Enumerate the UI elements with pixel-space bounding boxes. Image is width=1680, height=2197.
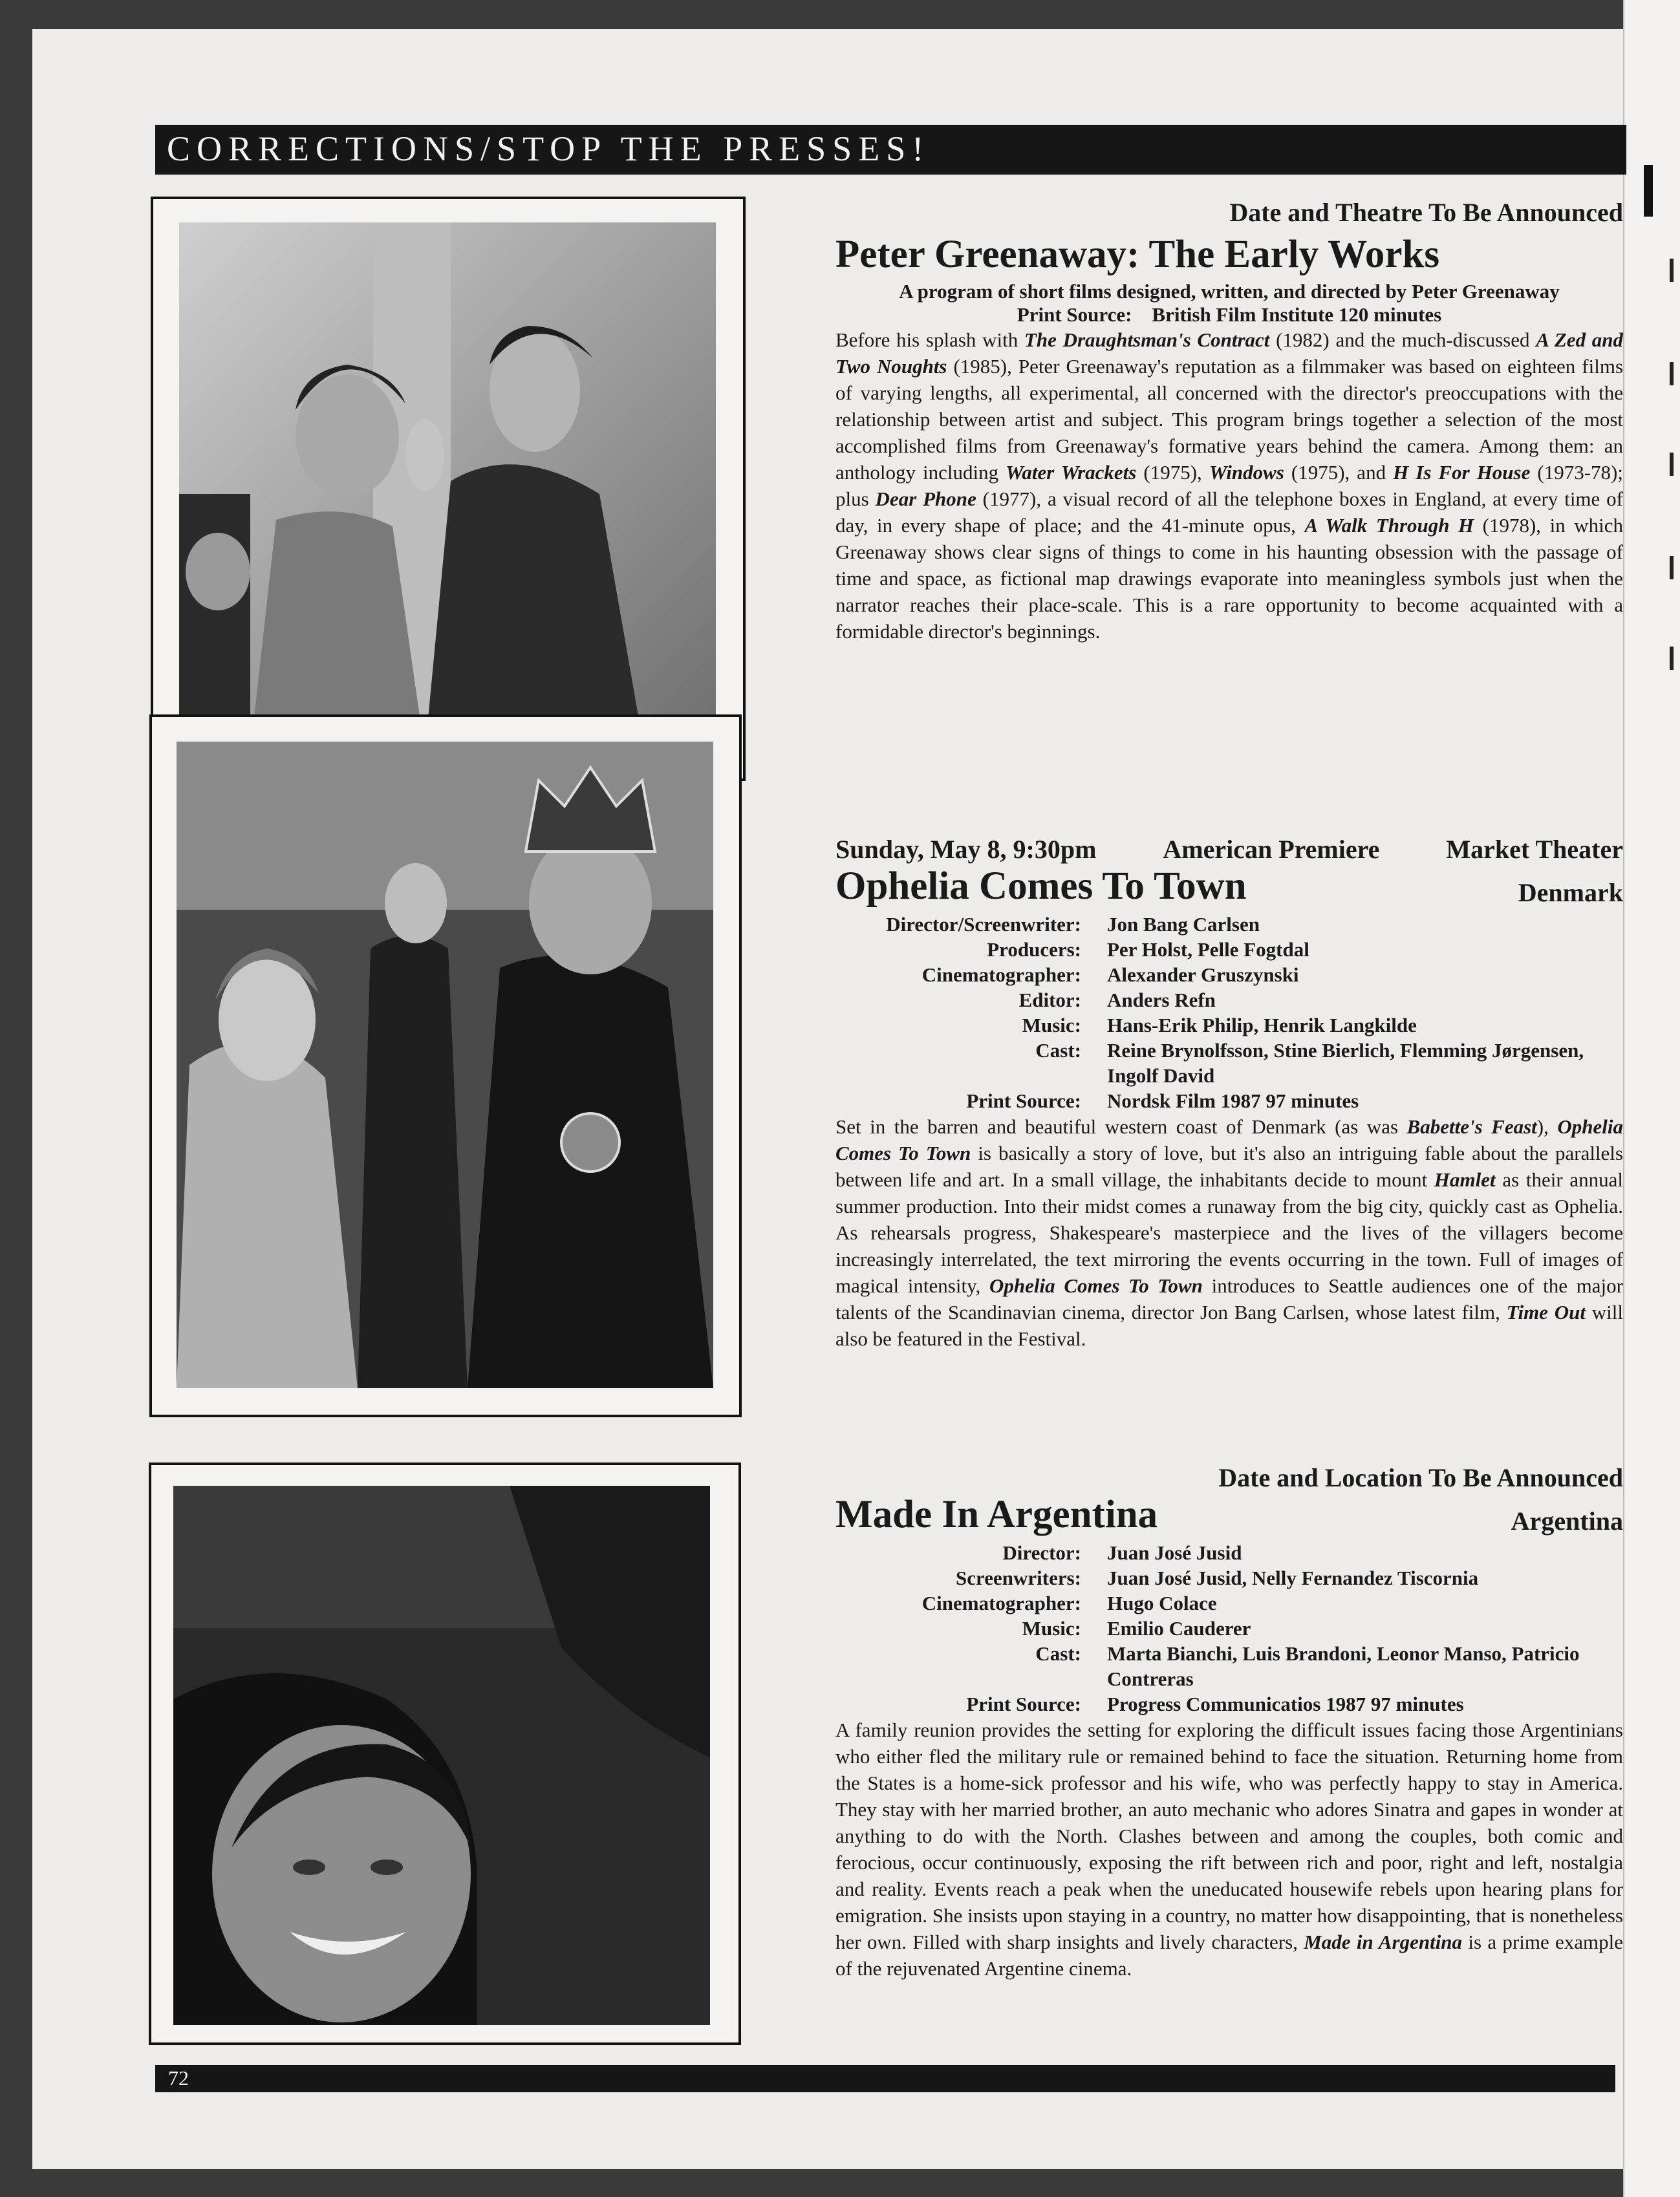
credit-names: Progress Communicatios 1987 97 minutes (1107, 1693, 1464, 1716)
credit-row (835, 1641, 1623, 1691)
film3-title: Made In Argentina (835, 1493, 1158, 1536)
film-title-ref: Time Out (1506, 1301, 1586, 1324)
credit-row (835, 1616, 1623, 1641)
adjacent-page-edge (1623, 0, 1680, 2197)
credit-names: Alexander Gruszynski (1107, 963, 1299, 987)
description-text: (1975), (1136, 461, 1209, 484)
credit-names: Jon Bang Carlsen (1107, 913, 1260, 936)
credit-role: Cast: (1035, 1039, 1081, 1062)
description-text: (1982) and the much-discussed (1269, 328, 1536, 352)
credit-row (835, 987, 1623, 1013)
film1-description (835, 327, 1623, 645)
description-text: (1975), and (1284, 461, 1394, 484)
film1-subtitle: A program of short films designed, written, and directed by Peter Greenaway (899, 280, 1560, 303)
credit-role: Cast: (1035, 1642, 1081, 1666)
description-text: ), (1536, 1115, 1558, 1139)
credit-row (835, 1691, 1623, 1717)
spine-tick (1670, 453, 1674, 476)
page-number: 72 (168, 2066, 189, 2090)
description-text: is basically a story of love, but it's also an intriguing fable about the parallels between life and art. In a small village, the inhabitants decide to mount (835, 1142, 1623, 1192)
credit-row (835, 1565, 1623, 1591)
credit-role: Screenwriters: (956, 1567, 1081, 1590)
film-title-ref: A Walk Through H (1304, 514, 1474, 537)
description-text: (1973-78); plus (835, 461, 1623, 511)
description-text: as their annual summer production. Into their midst comes a runaway from the big city, quickly cast as Ophelia. As rehearsals progress, Shakespeare's masterpiece and the lives of the villagers become increasingly interrelated, the text mirroring the events occurring in the town. Full of images of magical intensity, (835, 1168, 1623, 1298)
film2-country: Denmark (1518, 878, 1623, 908)
film2-description (835, 1113, 1623, 1352)
credit-role: Music: (1022, 1617, 1081, 1640)
description-text: Set in the barren and beautiful western coast of Denmark (as was (835, 1115, 1407, 1139)
credit-names: Emilio Cauderer (1107, 1617, 1251, 1640)
film3-description (835, 1717, 1623, 1982)
photo-ophelia (177, 742, 713, 1388)
film3-title-row (835, 1493, 1623, 1536)
credit-names: Anders Refn (1107, 989, 1216, 1012)
credit-row (835, 1013, 1623, 1038)
credit-role: Editor: (1018, 989, 1081, 1012)
film2-credits (835, 912, 1623, 1113)
credit-row (835, 1038, 1623, 1088)
film-title-ref: The Draughtsman's Contract (1024, 328, 1270, 352)
film-title-ref: H Is For House (1393, 461, 1531, 484)
description-text: (1985), Peter Greenaway's reputation as a filmmaker was based on eighteen films of varying lengths, all experimental, all concerned with the director's preoccupations with the relationship between artist and subject. This program brings together a selection of the most accomplished films from Greenaway's formative years behind the camera. Among them: an anthology including (835, 355, 1624, 484)
film1-title: Peter Greenaway: The Early Works (835, 233, 1440, 276)
spine-tick (1670, 647, 1674, 670)
film2-date: Sunday, May 8, 9:30pm (835, 835, 1097, 864)
credit-role: Director/Screenwriter: (886, 913, 1081, 936)
film-title-ref: A Zed and Two Noughts (835, 328, 1624, 378)
section-title: CORRECTIONS/STOP THE PRESSES! (167, 129, 931, 168)
credit-row (835, 912, 1623, 937)
film-title-ref: Ophelia Comes To Town (835, 1115, 1623, 1165)
film-title-ref: Windows (1209, 461, 1284, 484)
description-text: will also be featured in the Festival. (835, 1301, 1623, 1351)
description-text: (1978), in which Greenaway shows clear signs of things to come in his haunting obsession with the passage of time and space, as fictional map drawings evaporate into meaningless symbols just when the narrator reaches their place-scale. This is a rare opportunity to become acquainted with a formidable director's beginnings. (835, 514, 1623, 643)
film2-premiere: American Premiere (1163, 835, 1380, 864)
credit-role: Print Source: (966, 1693, 1081, 1716)
description-text: introduces to Seattle audiences one of the major talents of the Scandinavian cinema, director Jon Bang Carlsen, whose latest film, (835, 1274, 1623, 1324)
spine-tick (1670, 362, 1674, 385)
film3-country: Argentina (1511, 1506, 1623, 1536)
credit-role: Print Source: (966, 1089, 1081, 1113)
film3-section (835, 1463, 1623, 1982)
film2-venue: Market Theater (1446, 835, 1623, 864)
credit-names: Hans-Erik Philip, Henrik Langkilde (1107, 1014, 1417, 1037)
credit-row (835, 937, 1623, 962)
print-source-label: Print Source: (1017, 303, 1132, 327)
photo-frame-2 (149, 714, 742, 1417)
credit-row (835, 1540, 1623, 1565)
photo-argentina (173, 1486, 710, 2025)
credit-names: Hugo Colace (1107, 1592, 1217, 1615)
description-text: is a prime example of the rejuvenated Argentine cinema. (835, 1931, 1624, 1980)
description-text: A family reunion provides the setting for exploring the difficult issues facing those Argentinians who either fled the military rule or remained behind to face the situation. Returning home from the States is a home-sick professor and his wife, who was perfectly happy to stay in America. They stay with her married brother, an auto mechanic who adores Sinatra and gapes in wonder at anything to do with the North. Clashes between and among the couples, both comic and ferocious, occur continuously, exposing the rift between rich and poor, right and left, nostalgia and reality. Events reach a peak when the uneducated housewife rebels upon hearing plans for emigration. She insists upon staying in a country, no matter how disappointing, that is nonetheless her own. Filled with sharp insights and lively characters, (835, 1719, 1623, 1954)
film-title-ref: Babette's Feast (1406, 1115, 1537, 1139)
film-title-ref: Dear Phone (875, 488, 976, 511)
film-title-ref: Ophelia Comes To Town (989, 1274, 1203, 1298)
film2-section (835, 834, 1623, 1352)
film1-print-source (835, 303, 1623, 327)
description-text: (1977), a visual record of all the telephone boxes in England, at every time of day, in every shape of place; and the 41-minute opus, (835, 488, 1623, 537)
section-header (155, 125, 1626, 175)
film2-title: Ophelia Comes To Town (835, 864, 1247, 908)
photo-frame-3 (149, 1463, 741, 2045)
film3-date-line: Date and Location To Be Announced (1218, 1463, 1623, 1492)
credit-row (835, 962, 1623, 987)
credit-names: Juan José Jusid (1107, 1541, 1242, 1565)
credit-role: Music: (1022, 1014, 1081, 1037)
film2-screening-line (835, 834, 1623, 864)
credit-row (835, 1591, 1623, 1616)
credit-role: Cinematographer: (921, 1592, 1081, 1615)
spine-mark (1644, 165, 1653, 217)
photo-greenaway (179, 222, 716, 753)
credit-names: Juan José Jusid, Nelly Fernandez Tiscornia (1107, 1567, 1479, 1590)
film-title-ref: Hamlet (1434, 1168, 1496, 1192)
page-footer (155, 2065, 1615, 2092)
film1-section (835, 197, 1623, 645)
credit-names: Reine Brynolfsson, Stine Bierlich, Flemming Jørgensen, Ingolf David (1107, 1039, 1584, 1088)
credit-names: Per Holst, Pelle Fogtdal (1107, 938, 1309, 961)
description-text: Before his splash with (835, 328, 1024, 352)
film2-title-row (835, 864, 1623, 908)
credit-names: Nordsk Film 1987 97 minutes (1107, 1089, 1359, 1113)
print-source-value: British Film Institute 120 minutes (1152, 303, 1442, 327)
credit-role: Producers: (987, 938, 1081, 961)
credit-role: Director: (1002, 1541, 1081, 1565)
film-title-ref: Water Wrackets (1006, 461, 1137, 484)
credit-role: Cinematographer: (921, 963, 1081, 987)
credit-names: Marta Bianchi, Luis Brandoni, Leonor Manso, Patricio Contreras (1107, 1642, 1580, 1691)
spine-tick (1670, 259, 1674, 282)
film1-date-line: Date and Theatre To Be Announced (1229, 198, 1623, 227)
spine-tick (1670, 556, 1674, 579)
photo-frame-1 (151, 197, 746, 781)
credit-row (835, 1088, 1623, 1113)
film3-credits (835, 1540, 1623, 1717)
film-title-ref: Made in Argentina (1304, 1931, 1463, 1954)
